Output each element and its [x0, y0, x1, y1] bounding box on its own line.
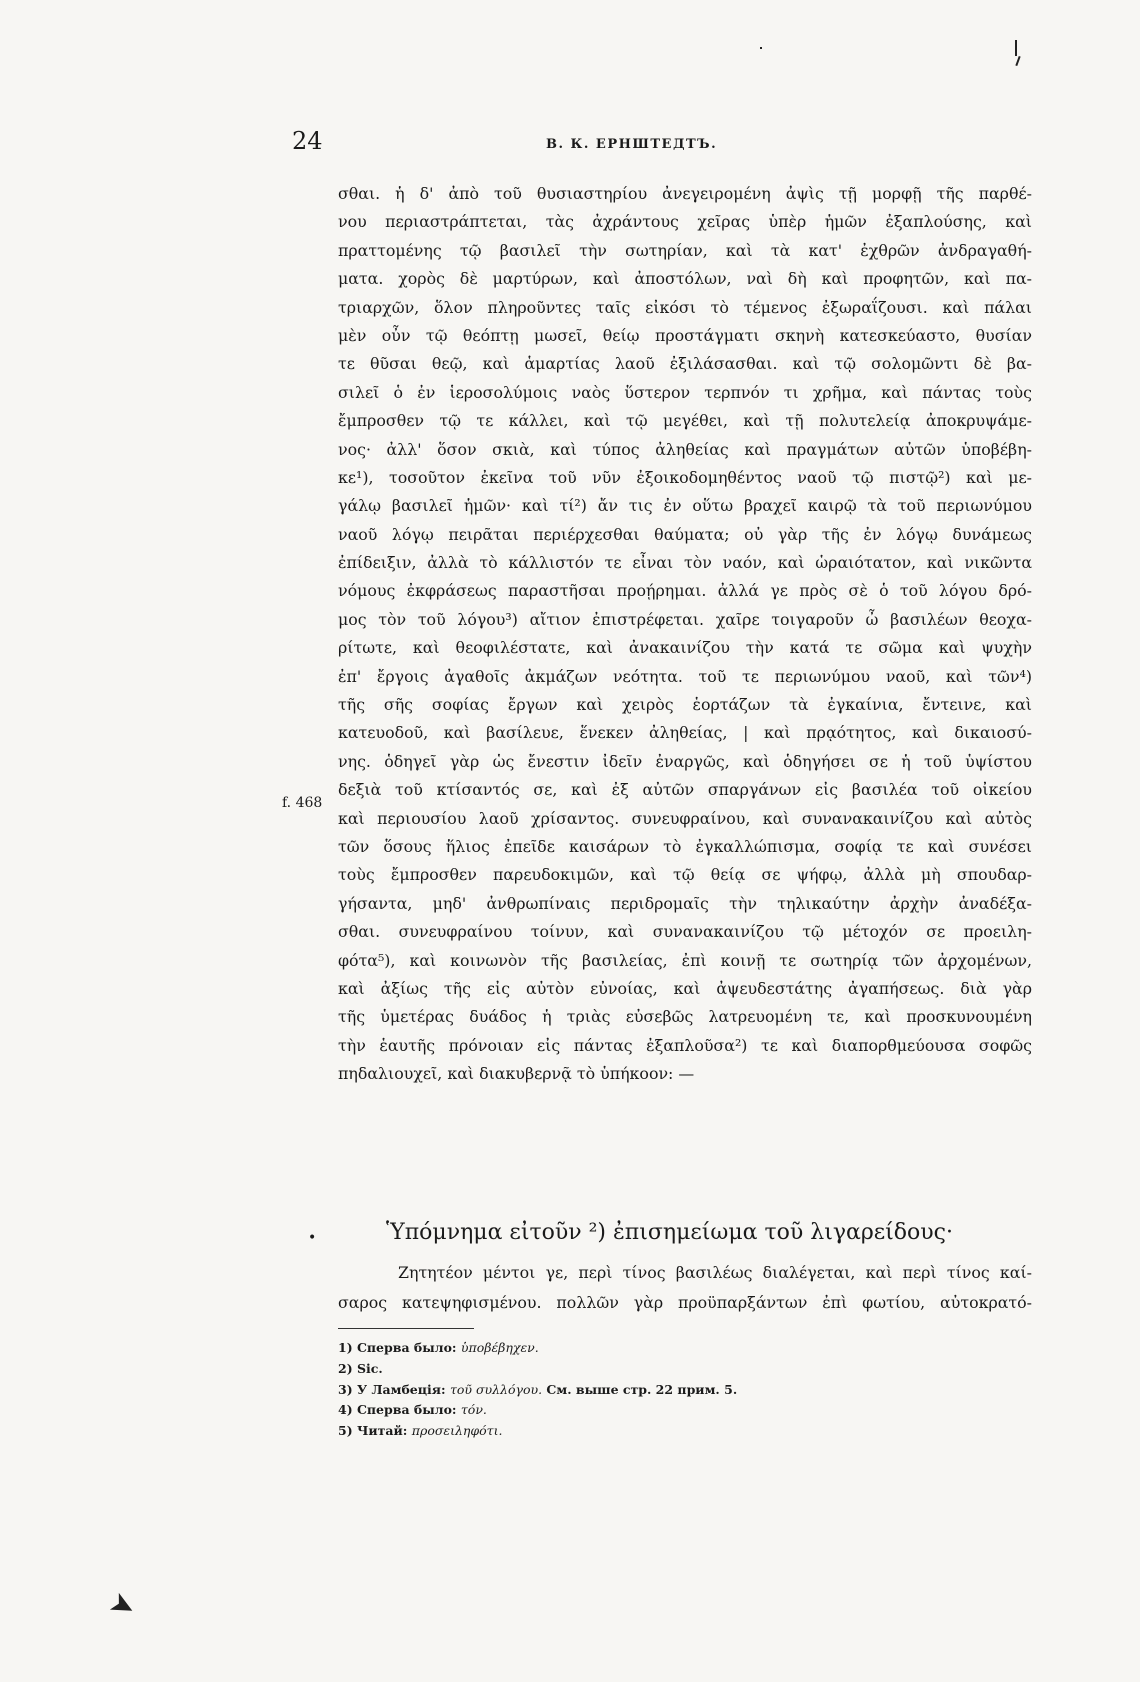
text-line: κατευοδοῦ, καὶ βασίλευε, ἕνεκεν ἀληθείας, | καὶ πρᾳότητος, καὶ δικαιοσύ- — [338, 723, 1032, 743]
footnote-greek: τόν. — [460, 1402, 487, 1418]
text-line: γήσαντα, μηδ' ἀνθρωπίναις περιδρομαῖς τὴν τηλικαύτην ἀρχὴν ἀναδέξα- — [338, 893, 1032, 913]
footnote-label: 3) У Ламбецiя: — [338, 1381, 446, 1397]
main-text — [338, 180, 1032, 1089]
text-line: τοὺς ἔμπροσθεν παρευδοκιμῶν, καὶ τῷ θείᾳ σε ψήφῳ, ἀλλὰ μὴ σπουδαρ- — [338, 865, 1032, 885]
text-line: νος· ἀλλ' ὅσον σκιὰ, καὶ τύπος ἀληθείας καὶ πραγμάτων αὐτῶν ὑποβέβη- — [338, 439, 1032, 459]
text-line: μὲν οὖν τῷ θεόπτῃ μωσεῖ, θείῳ προστάγματι σκηνὴ κατεσκεύαστο, θυσίαν — [338, 325, 1032, 345]
text-line: ἐπίδειξιν, ἀλλὰ τὸ κάλλιστόν τε εἶναι τὸν ναόν, καὶ ὡραιότατον, καὶ νικῶντα — [338, 553, 1032, 573]
text-line: νου περιαστράπτεται, τὰς ἀχράντους χεῖρας ὑπὲρ ἡμῶν ἐξαπλούσης, καὶ — [338, 212, 1032, 232]
text-line: ἐπ' ἔργοις ἀγαθοῖς ἀκμάζων νεότητα. τοῦ τε περιωνύμου ναοῦ, καὶ τῶν⁴) — [338, 666, 1032, 686]
text-line: τῆς ὑμετέρας δυάδος ἡ τριὰς εὐσεβῶς λατρευομένη τε, καὶ προσκυνουμένη — [338, 1007, 1032, 1027]
text-line: σιλεῖ ὁ ἐν ἱεροσολύμοις ναὸς ὕστερον τερπνόν τι χρῆμα, καὶ πάντας τοὺς — [338, 382, 1032, 402]
text-line: Ζητητέον μέντοι γε, περὶ τίνος βασιλέως διαλέγεται, καὶ περὶ τίνος καί- — [398, 1263, 1032, 1282]
text-line: σθαι. συνευφραίνου τοίνυν, καὶ συνανακαινίζου τῷ μέτοχόν σε προειλη- — [338, 922, 1032, 942]
footnote-greek: τοῦ συλλόγου. — [449, 1381, 543, 1397]
footnotes — [338, 1338, 737, 1442]
footnote-label: 2) Sic. — [338, 1360, 383, 1376]
footnote — [338, 1400, 737, 1421]
text-line: γάλῳ βασιλεῖ ἡμῶν· καὶ τί²) ἄν τις ἐν οὕτω βραχεῖ καιρῷ τὰ τοῦ περιωνύμου — [338, 496, 1032, 516]
text-line: τε θῦσαι θεῷ, καὶ ἁμαρτίας λαοῦ ἐξιλάσασθαι. καὶ τῷ σολομῶντι δὲ βα- — [338, 354, 1032, 374]
footnote-greek: προσειληφότι. — [411, 1423, 503, 1439]
text-line: τριαρχῶν, ὅλον πληροῦντες ταῖς εἰκόσι τὸ τέμενος ἐξωραΐζουσι. καὶ πάλαι — [338, 297, 1032, 317]
text-line: μος τὸν τοῦ λόγου³) αἴτιον ἐπιστρέφεται. χαῖρε τοιγαροῦν ὦ βασιλέων θεοχα- — [338, 609, 1032, 629]
footnote-label: 5) Читай: — [338, 1423, 408, 1439]
text-line: σαρος κατεψηφισμένου. πολλῶν γὰρ προϋπαρξάντων ἐπὶ φωτίου, αὐτοκρατό- — [338, 1293, 1032, 1312]
footnote — [338, 1359, 737, 1380]
footnote-rule — [338, 1328, 474, 1329]
text-line: ρίτωτε, καὶ θεοφιλέστατε, καὶ ἀνακαινίζου τὴν κατά τε σῶμα καὶ ψυχὴν — [338, 638, 1032, 658]
ink-mark — [1015, 56, 1020, 66]
text-line: ματα. χορὸς δὲ μαρτύρων, καὶ ἀποστόλων, ναὶ δὴ καὶ προφητῶν, καὶ πα- — [338, 269, 1032, 289]
text-line: τῆς σῆς σοφίας ἔργων καὶ χειρὸς ἑορτάζων τὰ ἐγκαίνια, ἔντεινε, καὶ — [338, 695, 1032, 715]
text-line: τῶν ὅσους ἥλιος ἐπεῖδε καισάρων τὸ ἐγκαλλώπισμα, σοφίᾳ τε καὶ συνέσει — [338, 836, 1032, 856]
section-text — [338, 1258, 1032, 1318]
text-line: σθαι. ἡ δ' ἀπὸ τοῦ θυσιαστηρίου ἀνεγειρομένη ἀψὶς τῇ μορφῇ τῆς παρθέ- — [338, 184, 1032, 203]
text-line: καὶ περιουσίου λαοῦ χρίσαντος. συνευφραίνου, καὶ συνανακαινίζου καὶ αὐτὸς — [338, 808, 1032, 828]
text-line: νης. ὁδηγεῖ γὰρ ὡς ἔνεστιν ἰδεῖν ἐναργῶς, καὶ ὁδηγήσει σε ἡ τοῦ ὑψίστου — [338, 751, 1032, 771]
margin-folio: f. 468 — [282, 795, 323, 811]
footnote-greek: ὑποβέβηχεν. — [460, 1340, 539, 1355]
footnote — [338, 1338, 737, 1359]
section-heading: Ὑπόμνημα εἰτοῦν ²) ἐπισημείωμα τοῦ λιγαρείδους· — [386, 1220, 953, 1245]
text-line: φότα⁵), καὶ κοινωνὸν τῆς βασιλείας, ἐπὶ κοινῇ τε σωτηρίᾳ τῶν ἀρχομένων, — [338, 950, 1032, 970]
text-line: πραττομένης τῷ βασιλεῖ τὴν σωτηρίαν, καὶ τὰ κατ' ἐχθρῶν ἀνδραγαθή- — [338, 240, 1032, 260]
text-line: ναοῦ λόγῳ πειρᾶται περιέρχεσθαι θαύματα; οὐ γὰρ τῆς ἐν λόγῳ δυνάμεως — [338, 524, 1032, 544]
text-line: τὴν ἑαυτῆς πρόνοιαν εἰς πάντας ἐξαπλοῦσα²) τε καὶ διαπορθμεύουσα σοφῶς — [338, 1035, 1032, 1055]
ink-dot — [760, 47, 762, 49]
text-line: πηδαλιουχεῖ, καὶ διακυβερνᾷ τὸ ὑπήκοον: — — [338, 1064, 695, 1084]
margin-bullet-mark: • — [308, 1230, 317, 1246]
running-head: В. К. ЕРНШТЕДТЪ. — [546, 137, 718, 152]
text-line: δεξιὰ τοῦ κτίσαντός σε, καὶ ἐξ αὐτῶν σπαργάνων εἰς βασιλέα τοῦ οἰκείου — [338, 780, 1032, 800]
footnote — [338, 1380, 737, 1401]
footnote-label: 4) Сперва было: — [338, 1402, 457, 1418]
pen-mark-icon: ➤ — [103, 1584, 142, 1627]
footnote — [338, 1421, 737, 1442]
footnote-label: 1) Сперва было: — [338, 1340, 457, 1355]
text-line: κε¹), τοσοῦτον ἐκεῖνα τοῦ νῦν ἐξοικοδομηθέντος ναοῦ τῷ πιστῷ²) καὶ με- — [338, 467, 1032, 487]
text-line: ἔμπροσθεν τῷ τε κάλλει, καὶ τῷ μεγέθει, καὶ τῇ πολυτελείᾳ ἀποκρυψάμε- — [338, 411, 1032, 431]
text-line: νόμους ἐκφράσεως παραστῆσαι προῄρημαι. ἀλλά γε πρὸς σὲ ὁ τοῦ λόγου δρό- — [338, 581, 1032, 601]
text-line: καὶ ἀξίως τῆς εἰς αὐτὸν εὐνοίας, καὶ ἀψευδεστάτης ἀγαπήσεως. διὰ γὰρ — [338, 978, 1032, 998]
footnote-tail: См. выше стр. 22 прим. 5. — [546, 1381, 738, 1397]
page-number: 24 — [292, 127, 323, 155]
ink-mark — [1015, 40, 1017, 56]
